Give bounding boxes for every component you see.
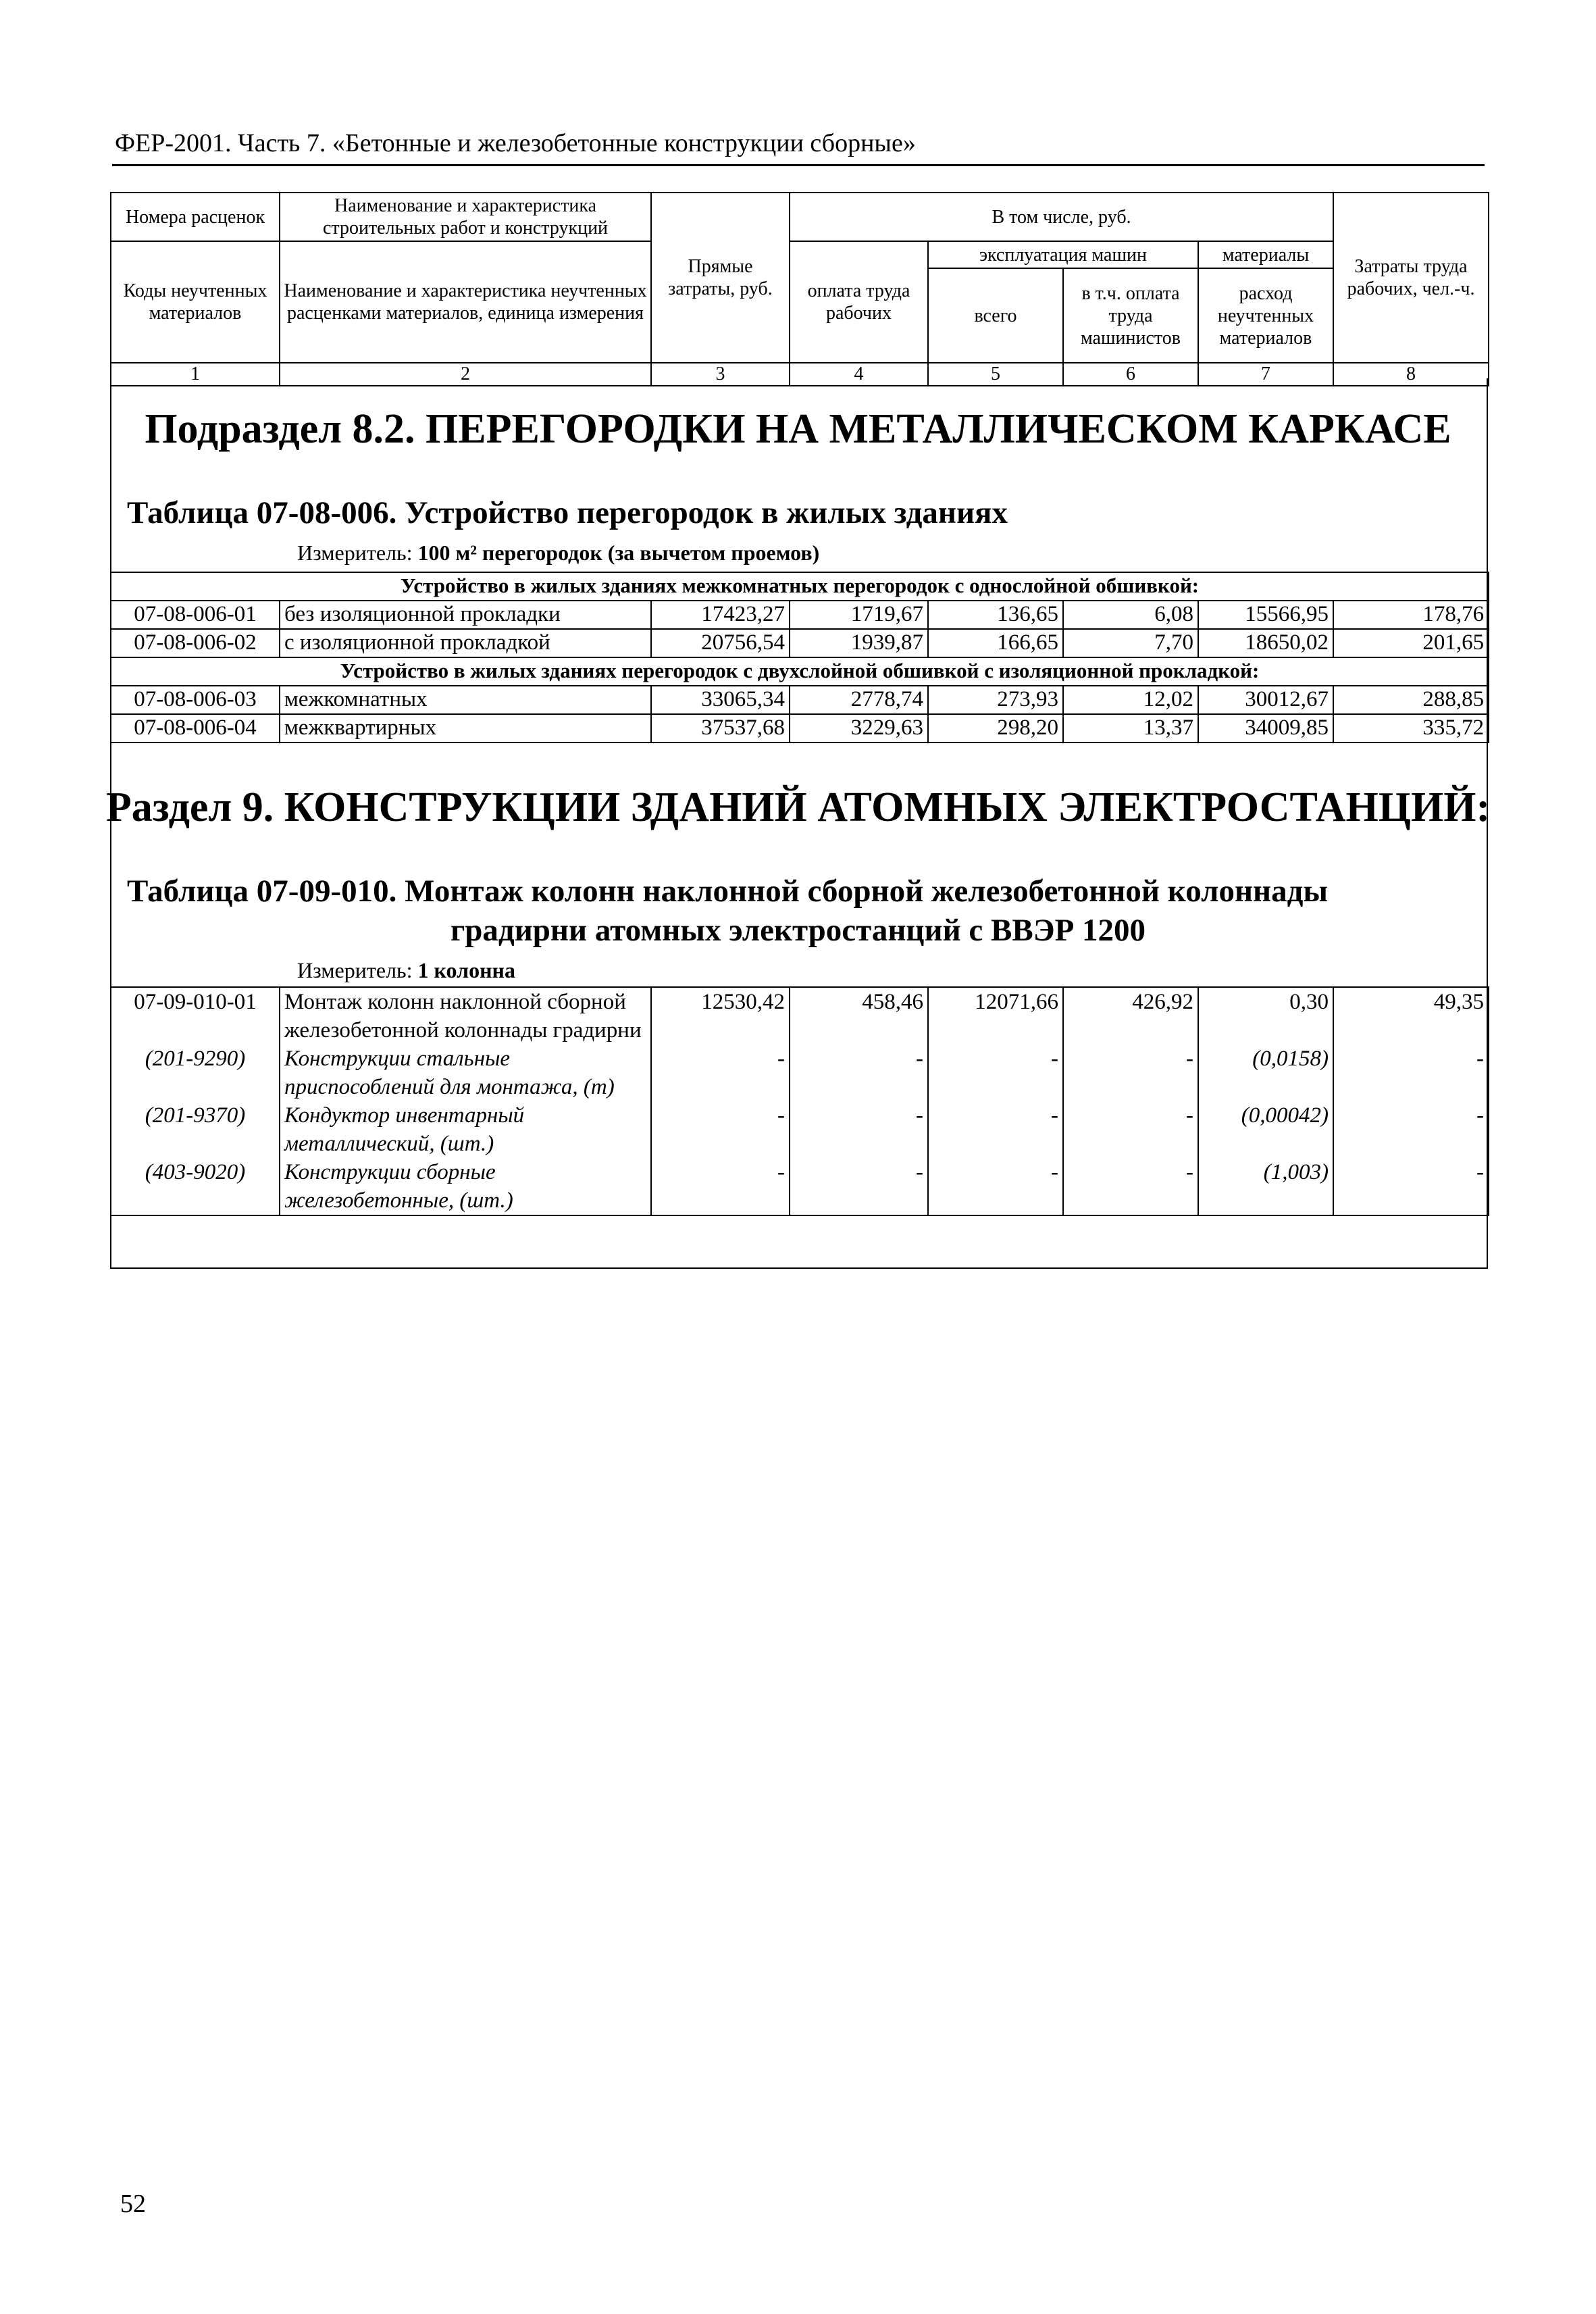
cell-materials: 30012,67 [1198, 686, 1333, 714]
subsection-heading: Подраздел 8.2. ПЕРЕГОРОДКИ НА МЕТАЛЛИЧЕСКОМ КАРКАСЕ [145, 406, 1451, 452]
material-name: Кондуктор инвентарный металлический, (шт.) [280, 1101, 651, 1158]
row-code: 07-09-010-01 [111, 987, 280, 1045]
cell-machinist-pay: - [1063, 1045, 1198, 1101]
header-col1-top: Номера расценок [111, 193, 280, 241]
table1-group1-heading: Устройство в жилых зданиях межкомнатных перегородок с однослойной обшивкой: [111, 572, 1489, 601]
cell-direct-cost: 17423,27 [651, 601, 790, 629]
cell-materials: (0,0158) [1198, 1045, 1333, 1101]
column-number: 4 [790, 363, 928, 386]
cell-direct-cost: - [651, 1045, 790, 1101]
cell-labor-hours: 288,85 [1333, 686, 1489, 714]
cell-machines-total: 136,65 [928, 601, 1063, 629]
header-col6: в т.ч. оплата труда машинистов [1063, 268, 1198, 363]
cell-labor-pay: 3229,63 [790, 714, 928, 743]
table-row [111, 601, 1489, 629]
unit-label: Измеритель: [297, 958, 413, 982]
header-col2-bottom: Наименование и характеристика неучтенных расценками материалов, единица измерения [280, 241, 651, 363]
header-materials-title: материалы [1198, 241, 1333, 268]
cell-labor-pay: - [790, 1045, 928, 1101]
cell-machinist-pay: 12,02 [1063, 686, 1198, 714]
unit-value: 100 м² перегородок (за вычетом проемов) [417, 540, 820, 565]
material-code: (201-9290) [111, 1045, 280, 1101]
cell-machines-total: - [928, 1045, 1063, 1101]
row-code: 07-08-006-04 [111, 714, 280, 743]
cell-direct-cost: 33065,34 [651, 686, 790, 714]
table-row [111, 987, 1489, 1045]
row-name: Монтаж колонн наклонной сборной железобетонной колоннады градирни [280, 987, 651, 1045]
cell-direct-cost: 12530,42 [651, 987, 790, 1045]
header-col5: всего [928, 268, 1063, 363]
row-name: с изоляционной прокладкой [280, 629, 651, 657]
cell-labor-pay: - [790, 1101, 928, 1158]
table-row [111, 714, 1489, 743]
material-code: (403-9020) [111, 1158, 280, 1215]
column-number: 1 [111, 363, 280, 386]
table2-title-line2: градирни атомных электростанций с ВВЭР 1200 [450, 913, 1146, 948]
material-row [111, 1158, 1489, 1215]
row-name: межкомнатных [280, 686, 651, 714]
cell-labor-hours: - [1333, 1101, 1489, 1158]
table1-unit [297, 540, 819, 565]
cell-labor-pay: 1939,87 [790, 629, 928, 657]
cell-materials: 0,30 [1198, 987, 1333, 1045]
cell-direct-cost: 37537,68 [651, 714, 790, 743]
cell-labor-hours: 201,65 [1333, 629, 1489, 657]
column-number: 6 [1063, 363, 1198, 386]
cell-materials: (1,003) [1198, 1158, 1333, 1215]
cell-labor-hours: 49,35 [1333, 987, 1489, 1045]
unit-label: Измеритель: [297, 540, 413, 565]
cell-machines-total: - [928, 1101, 1063, 1158]
cell-materials: 34009,85 [1198, 714, 1333, 743]
page-number: 52 [120, 2190, 146, 2218]
table2-title-line1: Таблица 07-09-010. Монтаж колонн наклонной сборной железобетонной колоннады [127, 874, 1329, 909]
table-row [111, 686, 1489, 714]
cell-machines-total: - [928, 1158, 1063, 1215]
cell-machines-total: 12071,66 [928, 987, 1063, 1045]
column-number: 8 [1333, 363, 1489, 386]
cell-materials: 15566,95 [1198, 601, 1333, 629]
cell-labor-hours: - [1333, 1158, 1489, 1215]
column-number: 2 [280, 363, 651, 386]
cell-labor-pay: 458,46 [790, 987, 928, 1045]
material-code: (201-9370) [111, 1101, 280, 1158]
material-row [111, 1045, 1489, 1101]
cell-materials: (0,00042) [1198, 1101, 1333, 1158]
table-row [111, 629, 1489, 657]
unit-value: 1 колонна [417, 958, 515, 982]
header-col8: Затраты труда рабочих, чел.-ч. [1333, 193, 1489, 363]
column-number: 5 [928, 363, 1063, 386]
cell-labor-pay: 2778,74 [790, 686, 928, 714]
header-col2-top: Наименование и характеристика строительных работ и конструкций [280, 193, 651, 241]
cell-direct-cost: - [651, 1101, 790, 1158]
cell-materials: 18650,02 [1198, 629, 1333, 657]
cell-machinist-pay: 7,70 [1063, 629, 1198, 657]
header-col7: расход неучтенных материалов [1198, 268, 1333, 363]
material-row [111, 1101, 1489, 1158]
header-col1-bottom: Коды неучтенных материалов [111, 241, 280, 363]
cell-labor-pay: - [790, 1158, 928, 1215]
row-code: 07-08-006-03 [111, 686, 280, 714]
table1-group2-heading: Устройство в жилых зданиях перегородок с двухслойной обшивкой с изоляционной прокладкой: [111, 657, 1489, 686]
material-name: Конструкции сборные железобетонные, (шт.) [280, 1158, 651, 1215]
column-header-table [110, 192, 1489, 386]
row-code: 07-08-006-02 [111, 629, 280, 657]
header-rule [112, 164, 1485, 166]
header-group-title: В том числе, руб. [790, 193, 1333, 241]
cell-machinist-pay: - [1063, 1158, 1198, 1215]
cell-machines-total: 166,65 [928, 629, 1063, 657]
section-heading: Раздел 9. КОНСТРУКЦИИ ЗДАНИЙ АТОМНЫХ ЭЛЕКТРОСТАНЦИЙ: [105, 784, 1491, 830]
column-number: 3 [651, 363, 790, 386]
table1 [110, 572, 1489, 743]
column-number: 7 [1198, 363, 1333, 386]
cell-direct-cost: - [651, 1158, 790, 1215]
table2-unit [297, 958, 515, 983]
cell-machines-total: 273,93 [928, 686, 1063, 714]
cell-machinist-pay: 426,92 [1063, 987, 1198, 1045]
running-head: ФЕР-2001. Часть 7. «Бетонные и железобетонные конструкции сборные» [115, 129, 916, 157]
row-code: 07-08-006-01 [111, 601, 280, 629]
cell-machines-total: 298,20 [928, 714, 1063, 743]
cell-labor-hours: 178,76 [1333, 601, 1489, 629]
table1-title: Таблица 07-08-006. Устройство перегородок в жилых зданиях [127, 495, 1008, 530]
header-col4: оплата труда рабочих [790, 241, 928, 363]
cell-machinist-pay: 6,08 [1063, 601, 1198, 629]
header-machines-title: эксплуатация машин [928, 241, 1198, 268]
row-name: без изоляционной прокладки [280, 601, 651, 629]
cell-machinist-pay: 13,37 [1063, 714, 1198, 743]
cell-machinist-pay: - [1063, 1101, 1198, 1158]
header-col3: Прямые затраты, руб. [651, 193, 790, 363]
row-name: межквартирных [280, 714, 651, 743]
cell-labor-pay: 1719,67 [790, 601, 928, 629]
cell-direct-cost: 20756,54 [651, 629, 790, 657]
table2 [110, 986, 1489, 1216]
cell-labor-hours: 335,72 [1333, 714, 1489, 743]
material-name: Конструкции стальные приспособлений для монтажа, (т) [280, 1045, 651, 1101]
cell-labor-hours: - [1333, 1045, 1489, 1101]
